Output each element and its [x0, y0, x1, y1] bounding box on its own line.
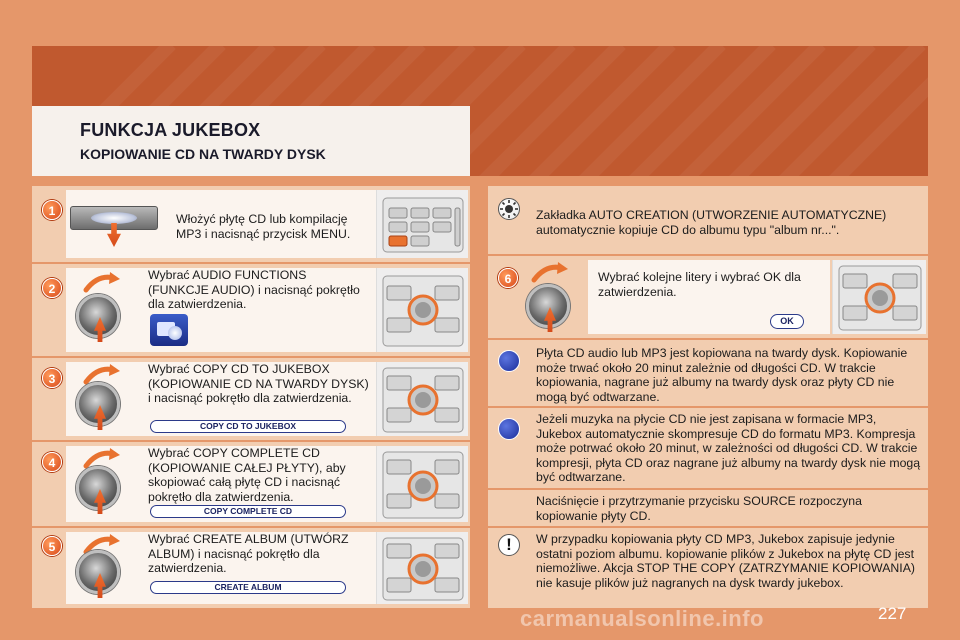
tip-icon	[498, 198, 520, 220]
step-3-text: Wybrać COPY CD TO JUKEBOX (KOPIOWANIE CD NA TWARDY DYSK) i nacisnąć pokrętło dla zatwierdzenia.	[148, 362, 369, 405]
step-6-panel	[488, 256, 928, 338]
source-note-panel	[488, 490, 928, 526]
page-title: FUNKCJA JUKEBOX	[80, 120, 261, 140]
ok-label: OK	[770, 314, 804, 329]
rotate-arrow-icon	[530, 260, 570, 284]
warning-icon: !	[498, 534, 520, 556]
knob-icon	[76, 382, 120, 426]
watermark: carmanualsonline.info	[520, 606, 764, 631]
page-number: 227	[878, 604, 907, 623]
step-1-badge: 1	[42, 200, 62, 220]
step-1-text: Włożyć płytę CD lub kompilację MP3 i nacisnąć przycisk MENU.	[176, 212, 351, 241]
step-5-text: Wybrać CREATE ALBUM (UTWÓRZ ALBUM) i nacisnąć pokrętło dla zatwierdzenia.	[148, 532, 349, 575]
info-panel-1	[488, 340, 928, 406]
step-6-text: Wybrać kolejne litery i wybrać OK dla zatwierdzenia.	[598, 270, 801, 299]
warning-panel	[488, 528, 928, 608]
radio-unit-image	[376, 268, 468, 352]
copy-cd-to-jukebox-label: COPY CD TO JUKEBOX	[150, 420, 346, 433]
step-2-text: Wybrać AUDIO FUNCTIONS (FUNKCJE AUDIO) i nacisnąć pokrętło dla zatwierdzenia.	[148, 268, 360, 311]
page-subtitle: KOPIOWANIE CD NA TWARDY DYSK	[80, 146, 326, 162]
info-icon	[498, 350, 520, 372]
radio-unit-image	[832, 260, 926, 334]
step-4-text: Wybrać COPY COMPLETE CD (KOPIOWANIE CAŁEJ PŁYTY), aby skopiować całą płytę CD i nacisnąć pokrętło dla zatwierdzenia.	[148, 446, 346, 504]
cd-slot-icon	[70, 206, 158, 230]
step-4-panel	[32, 442, 470, 526]
step-5-panel	[32, 528, 470, 608]
knob-icon	[76, 466, 120, 510]
title-box	[32, 106, 470, 176]
radio-unit-image	[376, 190, 468, 258]
rotate-arrow-icon	[82, 270, 122, 294]
audio-functions-icon	[150, 314, 188, 346]
radio-unit-image	[376, 532, 468, 604]
copy-complete-cd-label: COPY COMPLETE CD	[150, 505, 346, 518]
create-album-label: CREATE ALBUM	[150, 581, 346, 594]
knob-icon	[76, 294, 120, 338]
info-text-1: Płyta CD audio lub MP3 jest kopiowana na twardy dysk. Kopiowanie może trwać około 20 minut zależnie od długości CD. W trakcie kopiowania, nagrane już albumy na twardy dysk oraz płyty CD nie mogą być odtwarzane.	[536, 346, 908, 404]
radio-unit-image	[376, 362, 468, 436]
info-text-2: Jeżeli muzyka na płycie CD nie jest zapisana w formacie MP3, Jukebox automatycznie skompresuje CD do formatu MP3. Kompresja może potrwać około 20 minut, w zależności od długości CD. W trakcie kompresji, płyta CD oraz nagrane już albumy na twardy dysk nie mogą być odtwarzane.	[536, 412, 921, 484]
radio-unit-image	[376, 446, 468, 522]
tip-panel	[488, 186, 928, 254]
step-2-badge: 2	[42, 278, 62, 298]
warning-text: W przypadku kopiowania płyty CD MP3, Jukebox zapisuje jedynie ostatni poziom albumu. kopiowanie plików z Jukebox na płytę CD jest niemożliwe. Akcja STOP THE COPY (ZATRZYMANIE KOPIOWANIA) nie kasuje plików już nagranych na dysk twardy jukebox.	[536, 532, 916, 590]
step-4-badge: 4	[42, 452, 62, 472]
step-3-badge: 3	[42, 368, 62, 388]
knob-icon	[526, 284, 570, 328]
knob-icon	[76, 550, 120, 594]
step-1-panel	[32, 186, 470, 262]
step-2-panel	[32, 264, 470, 356]
source-note-text: Naciśnięcie i przytrzymanie przycisku SOURCE rozpoczyna kopiowanie płyty CD.	[536, 494, 862, 523]
info-icon	[498, 418, 520, 440]
step-6-badge: 6	[498, 268, 518, 288]
step-3-panel	[32, 358, 470, 440]
step-5-badge: 5	[42, 536, 62, 556]
info-panel-2	[488, 408, 928, 488]
tip-text: Zakładka AUTO CREATION (UTWORZENIE AUTOMATYCZNE) automatycznie kopiuje CD do albumu typu "album nr...".	[536, 208, 887, 237]
